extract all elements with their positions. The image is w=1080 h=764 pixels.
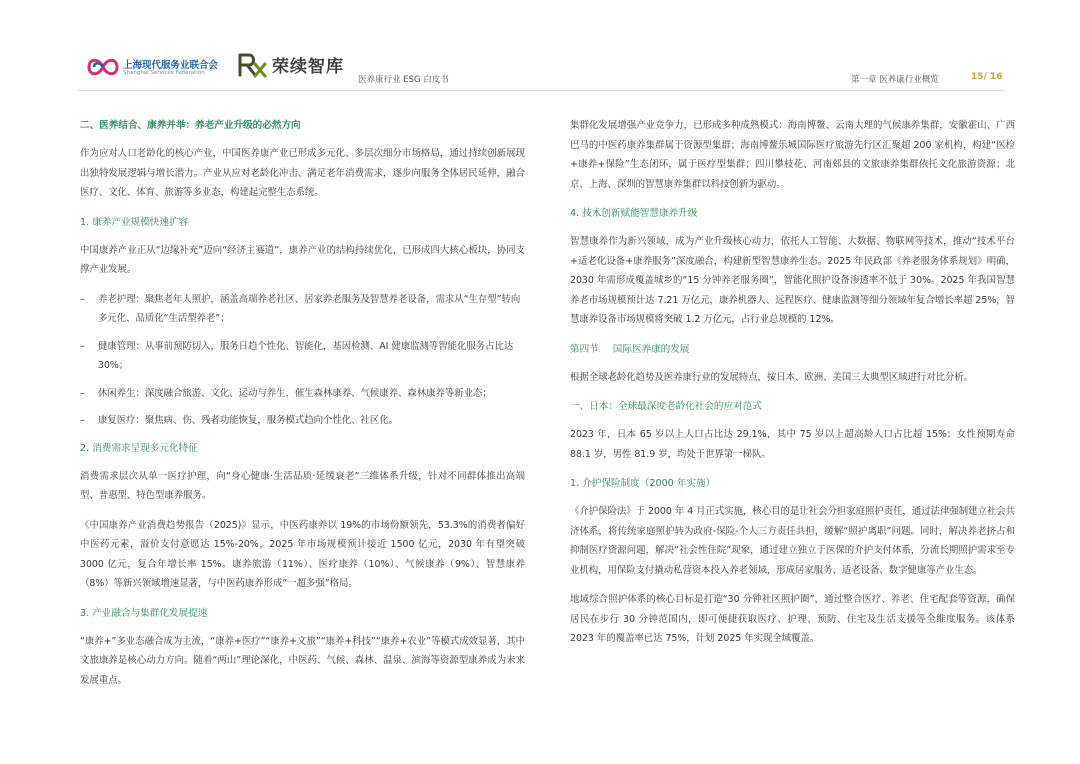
paragraph: “康养+”多业态融合成为主流，“康养+医疗”“康养+文旅”“康养+科技”“康养+农业”等模式成效显著，其中文旅康养是核心动力方向。随着“两山”理论深化，中医药、气候、森林、温泉、滨海等资源型康养成为未来发展重点。 xyxy=(80,635,525,686)
document-title: 医养康行业 ESG 白皮书 xyxy=(358,75,449,85)
header-divider xyxy=(78,90,1004,91)
section-heading xyxy=(570,340,1015,359)
bullet-item: – 养老护理：聚焦老年人照护，涵盖高端养老社区、居家养老服务及智慧养老设备，需求从“生存型”转向多元化、品质化“生活型养老”； xyxy=(80,293,521,324)
right-column xyxy=(570,116,1015,659)
federation-logo-icon xyxy=(86,53,120,81)
brand-logo-icon xyxy=(237,52,267,78)
section-title: 二、医养结合、康养并举：养老产业升级的必然方向 xyxy=(80,120,301,131)
page-header xyxy=(0,0,1080,100)
subheading-care-insurance: 1. 介护保险制度（2000 年实施） xyxy=(570,478,716,489)
bullet-item: – 健康管理：从事前预防切入，服务日趋个性化、智能化，基因检测、AI 健康监测等智能化服务占比达 30%； xyxy=(80,340,514,371)
paragraph: 根据全球老龄化趋势及医养康行业的发展特点，按日本、欧洲、美国三大典型区域进行对比分析。 xyxy=(570,371,974,383)
left-column xyxy=(80,116,525,700)
bullet-item: – 康复医疗：聚焦病、伤、残者功能恢复，服务模式趋向个性化、社区化。 xyxy=(80,415,399,426)
brand-name: 荣续智库 xyxy=(272,57,344,77)
paragraph: 智慧康养作为新兴领域，成为产业升级核心动力，依托人工智能、大数据、物联网等技术，推动“技术平台+适老化设备+康养服务”深度融合，构建新型智慧康养生态。2025 年民政部《养老服务体系规划》明确，2030 年需形成覆盖城乡的“15 分钟养老服务圈”，智能化照护设备渗透率不低于 30%。2025 年我国智慧养老市场规模预计达 7.21 万亿元，康养机器人、远程医疗、健康监测等细分领域年复合增长率超 25%，智慧康养设备市场规模将突破 1.2 万亿元，占行业总规模的 12%。 xyxy=(570,236,1015,325)
section-number: 第四节 xyxy=(570,343,599,355)
paragraph: 2023 年，日本 65 岁以上人口占比达 29.1%，其中 75 岁以上超高龄人口占比超 15%；女性预期寿命 88.1 岁，男性 81.9 岁，均处于世界第一梯队。 xyxy=(570,429,1015,460)
paragraph: 《介护保险法》于 2000 年 4 月正式实施，核心目的是让社会分担家庭照护责任，通过法律强制建立社会共济体系，将传统家庭照护转为政府-保险-个人三方责任共担，缓解“照护离职”问题。同时，解决养老挤占和抑制医疗资源问题，解决“社会性住院”现象，通过建立独立于医保的介护支付体系，分流长期照护需求至专业机构，用保险支付撬动私营资本投入养老领域，形成居家服务、适老设备、数字健康等产业生态。 xyxy=(570,506,1015,576)
subheading-japan: 一、日本：全球最深度老龄化社会的应对范式 xyxy=(570,401,762,412)
subheading-1: 1. 康养产业规模快速扩容 xyxy=(80,216,189,228)
paragraph: 地域综合照护体系的核心目标是打造“30 分钟社区照护圈”，通过整合医疗、养老、住宅配套等资源，确保居民在步行 30 分钟范围内，即可便捷获取医疗、护理、预防、住宅及生活支援等全维度服务。该体系 2023 年的覆盖率已达 75%，计划 2025 年实现全域覆盖。 xyxy=(570,594,1015,644)
subheading-4: 4. 技术创新赋能智慧康养升级 xyxy=(570,208,698,219)
bullet-item: – 休闲养生：深度融合旅游、文化、运动与养生，催生森林康养、气候康养、森林康养等新业态； xyxy=(80,387,492,399)
paragraph: 消费需求层次从单一医疗护理，向“身心健康·生活品质·延缓衰老”三维体系升级，针对不同群体推出高端型、普惠型、特色型康养服务。 xyxy=(80,470,525,501)
paragraph: 中国康养产业正从“边缘补充”迈向“经济主赛道”，康养产业的结构持续优化，已形成四大核心板块，协同支撑产业发展。 xyxy=(80,244,525,275)
org-name-en: Shanghai Services Federation xyxy=(123,70,205,76)
paragraph: 《中国康养产业消费趋势报告（2025)》显示，中医药康养以 19%的市场份额领先，53.3%的消费者偏好中医药元素，溢价支付意愿达 15%-20%，2025 年市场规模预计接近 1500 亿元，2030 年有望突破 3000 亿元，复合年增长率 15%。康养旅游（11%）、医疗康养（10%）、气候康养（9%）、智慧康养（8%）等新兴领域增速显著，与中医药康养形成“一超多强”格局。 xyxy=(80,519,525,589)
subheading-3: 3. 产业融合与集群化发展提速 xyxy=(80,607,208,619)
org-name: 上海现代服务业联合会 xyxy=(123,60,219,71)
section-title: 国际医养康的发展 xyxy=(612,343,690,355)
paragraph-intro: 作为应对人口老龄化的核心产业，中国医养康产业已形成多元化、多层次细分市场格局，通过持续创新展现出独特发展逻辑与增长潜力。产业从应对老龄化冲击、满足老年消费需求，逐步向服务全体居民延伸，融合医疗、文化、体育、旅游等多业态，构建起完整生态系统。 xyxy=(80,148,525,198)
chapter-label: 第一章 医养康行业概览 xyxy=(851,75,939,85)
page-number: 15/ 16 xyxy=(971,72,1003,82)
subheading-2: 2. 消费需求呈现多元化特征 xyxy=(80,442,198,454)
paragraph: 集群化发展增强产业竞争力，已形成多种成熟模式：海南博鳌、云南大理的气候康养集群，安徽霍山、广西巴马的中医药康养集群属于资源型集群；海南博鳌乐城国际医疗旅游先行区汇聚超 200 家机构，构建“医检+康养+保险”生态闭环，属于医疗型集群；四川攀枝花、河南郏县的文旅康养集群依托文化旅游资源；北京、上海、深圳的智慧康养集群以科技创新为驱动。 xyxy=(570,120,1015,190)
